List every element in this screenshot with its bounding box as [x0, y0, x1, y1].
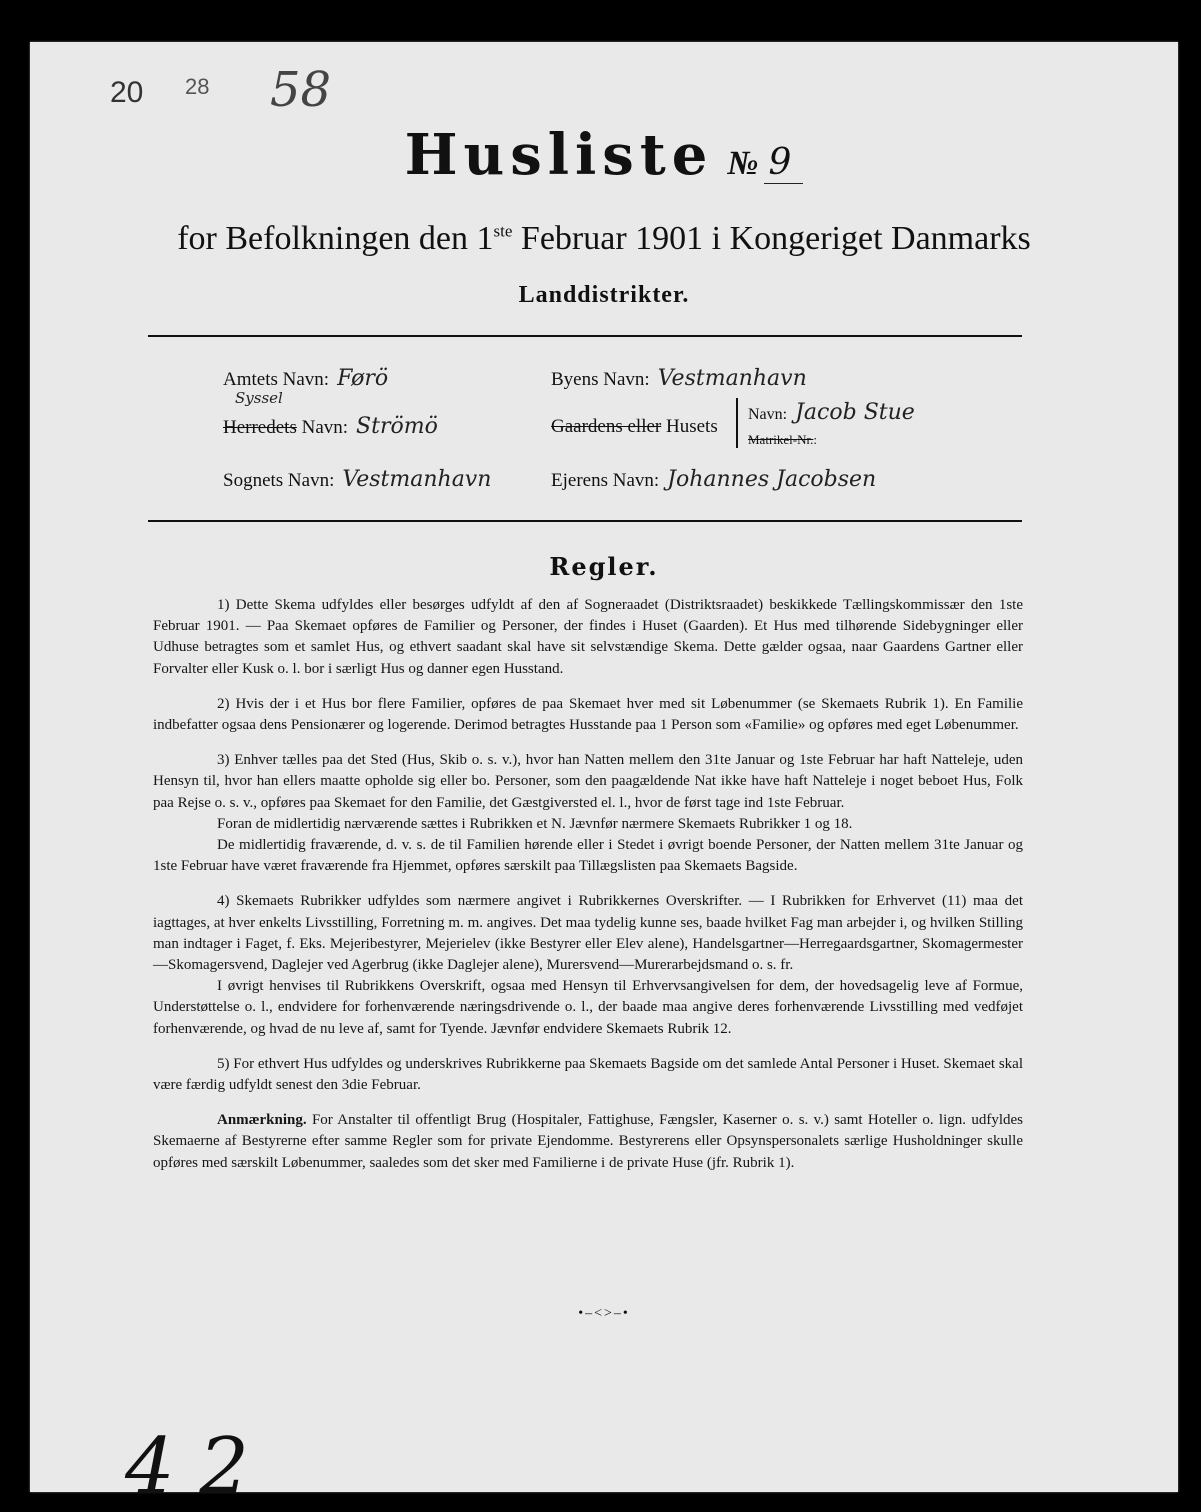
district-type: Landdistrikter. — [518, 282, 690, 308]
census-form-sheet — [30, 42, 1178, 1512]
rules-heading: Regler. — [549, 552, 659, 581]
subtitle — [30, 220, 1178, 258]
subtitle-sup: ste — [493, 221, 513, 241]
rules-body — [153, 595, 1023, 1174]
amt-value: Førö — [337, 366, 389, 391]
page-title — [30, 122, 1178, 188]
subtitle-part2: Februar 1901 i Kongeriget Danmarks — [512, 220, 1031, 257]
matr-label-struck: Matrikel-Nr. — [748, 432, 814, 447]
bottom-rule — [148, 520, 1022, 522]
ejer-field — [551, 467, 876, 492]
rule-3-note-absent: De midlertidig fraværende, d. v. s. de til Familien hørende eller i Stedet i øvrigt boende Personer, der Natten mellem 31te Januar og 1ste Februar have været fraværende fra Hjemmet, opføres særskilt paa Tillægslisten paa Skemaets Bagside. — [153, 837, 1023, 875]
rule-5: 5) For ethvert Hus udfyldes og underskrives Rubrikkerne paa Skemaets Bagside om det samlede Antal Personer i Huset. Skemaet skal være færdig udfyldt senest den 3die Februar. — [153, 1055, 1023, 1094]
navn-value: Jacob Stue — [795, 400, 915, 425]
margin-mark-1: 20 — [110, 76, 144, 109]
top-rule — [148, 335, 1022, 337]
subtitle-part1: for Befolkningen den 1 — [177, 220, 494, 257]
matrikel-field — [748, 432, 817, 448]
byen-value: Vestmanhavn — [657, 366, 807, 391]
title-main: Husliste — [404, 122, 714, 188]
herred-handwritten-correction — [235, 389, 283, 408]
herred-label-struck: Herredets — [223, 417, 297, 438]
annotation — [153, 1110, 1023, 1174]
byen-label: Byens Navn: — [551, 369, 650, 390]
annotation-text: For Anstalter til offentligt Brug (Hospitaler, Fattighuse, Fængsler, Kaserner o. s. v.) samt Hoteller o. lign. udfyldes Skemaerne af Bestyrerne efter samme Regler som for private Ejendomme. Bestyrerens eller Opsynspersonalets særlige Husholdninger skulle opføres med særskilt Løbenummer, saaledes som det sker med Familierne i de private Huse (jfr. Rubrik 1). — [153, 1112, 1023, 1171]
bracket-divider — [736, 398, 738, 448]
husets-field — [551, 416, 718, 438]
house-name-field — [748, 400, 915, 425]
herred-label: Navn: — [301, 417, 349, 438]
husets-label: Husets — [666, 416, 718, 437]
ornament-divider: •–<>–• — [578, 1306, 630, 1321]
sogn-value: Vestmanhavn — [342, 467, 492, 492]
rule-1: 1) Dette Skema udfyldes eller besørges udfyldt af den af Sogneraadet (Distriktsraadet) beskikkede Tællingskommissær den 1ste Februar 1901. — Paa Skemaet opføres de Familier og Personer, der findes i Huset (Gaarden). Et Hus med tilhørende Sidebygninger eller Udhuse betragtes som et samlet Hus, og ethvert saadant skal have sit selvstændige Skema. Dette gælder ogsaa, naar Gaardens Gartner eller Forvalter eller Kusk o. l. bor i særligt Hus og danner egen Husstand. — [153, 597, 1023, 677]
ejer-value: Johannes Jacobsen — [667, 467, 877, 492]
matr-tail: : — [813, 432, 817, 447]
navn-label: Navn: — [748, 406, 788, 423]
house-number: 9 — [764, 142, 803, 184]
margin-mark-3: 58 — [270, 62, 332, 118]
herred-value: Strömö — [356, 414, 438, 439]
rule-2: 2) Hvis der i et Hus bor flere Familier, opføres de paa Skemaet hver med sit Løbenummer (se Skemaets Rubrik 1). En Familie indbefatter ogsaa dens Pensionærer og logerende. Derimod betragtes Husstande paa 1 Person som «Familie» og opføres med eget Løbenummer. — [153, 695, 1023, 734]
margin-mark-2: 28 — [185, 74, 210, 99]
amt-field — [223, 366, 388, 391]
rule-3-note-present: Foran de midlertidig nærværende sættes i Rubrikken et N. Jævnfør nærmere Skemaets Rubrikker 1 og 18. — [217, 815, 853, 832]
annotation-label: Anmærkning. — [217, 1112, 307, 1129]
herred-hw-text: Syssel — [235, 389, 283, 407]
rule-3: 3) Enhver tælles paa det Sted (Hus, Skib o. s. v.), hvor han Natten mellem den 31te Januar og 1ste Februar har haft Natteleje, uden Hensyn til, hvor han ellers maatte opholde sig eller bo. Personer, som den paagældende Nat ikke have haft Natteleje i noget beboet Hus, Folk paa Rejse o. s. v., opføres paa Skemaet for den Familie, det Gæstgiversted el. l., hvor de først tage ind 1ste Februar. — [153, 752, 1023, 811]
herred-field — [223, 414, 438, 439]
rule-4: 4) Skemaets Rubrikker udfyldes som nærmere angivet i Rubrikkernes Overskrifter. — I Rubrikken for Erhvervet (11) maa det iagttages, at hver enkelts Livsstilling, Forretning m. m. angives. Det maa tydelig kunne ses, baade hvilket Fag man arbejder i, og hvilken Stilling man indtager i Faget, f. Eks. Mejeribestyrer, Mejerielev (ikke Bestyrer eller Elev alene), Handelsgartner—Herregaardsgartner, Skomagermester—Skomagersvend, Daglejer ved Agerbrug (ikke Daglejer alene), Murersvend—Murerarbejdsmand o. s. fr. — [153, 893, 1023, 974]
amt-label: Amtets Navn: — [223, 369, 330, 390]
bottom-handwritten-number: 4 2 — [125, 1422, 250, 1512]
husets-label-struck: Gaardens eller — [551, 416, 662, 437]
rule-4-note: I øvrigt henvises til Rubrikkens Overskrift, ogsaa med Hensyn til Erhvervsangivelsen for dem, der hovedsagelig leve af Formue, Understøttelse o. l., endvidere for forhenværende næringsdrivende o. l., der baade maa angive deres forhenværende Livsstilling med vedføjet forhenværende, og hvad de nu leve af, samt for Tyende. Jævnfør endvidere Skemaets Rubrik 12. — [153, 978, 1023, 1037]
sogn-label: Sognets Navn: — [223, 470, 335, 491]
byen-field — [551, 366, 807, 391]
ejer-label: Ejerens Navn: — [551, 470, 660, 491]
sogn-field — [223, 467, 491, 492]
number-label: № — [727, 145, 759, 182]
